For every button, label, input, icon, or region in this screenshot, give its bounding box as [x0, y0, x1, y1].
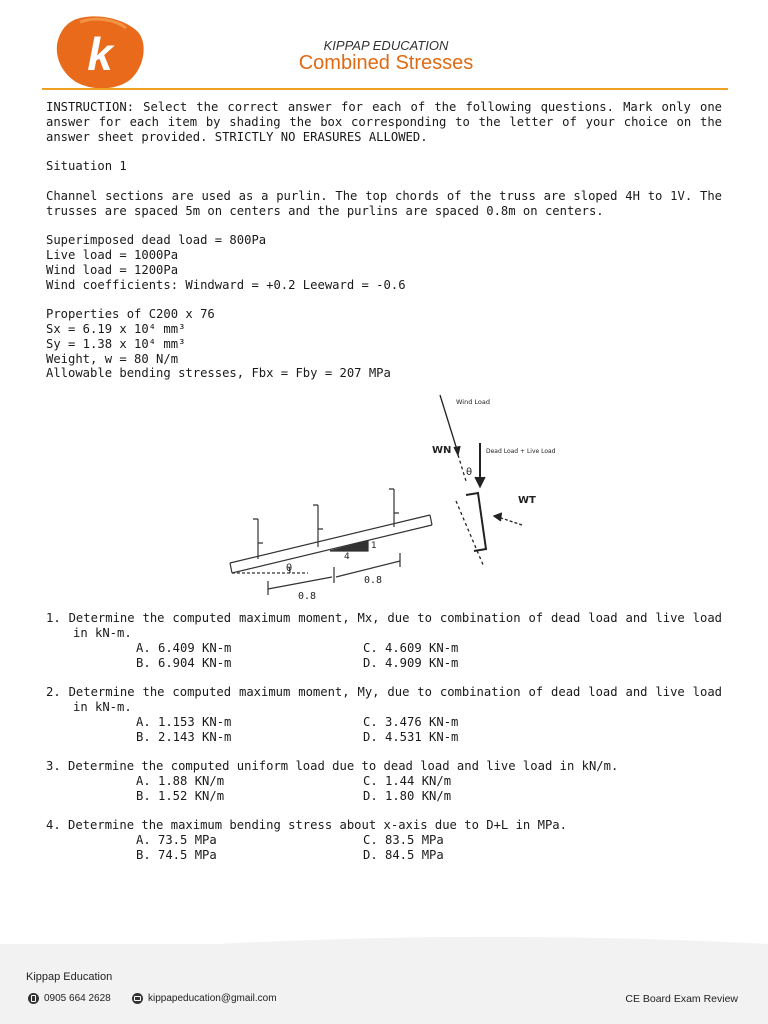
choice-d: D. 4.531 KN-m: [363, 729, 459, 744]
load-line: Superimposed dead load = 800Pa: [46, 233, 267, 248]
dead-live-label: Dead Load + Live Load: [486, 448, 556, 456]
header-divider: [42, 88, 728, 90]
spacing-label-2: 0.8: [364, 575, 383, 587]
choice-a: A. 1.153 KN-m: [136, 714, 232, 729]
purlin-diagram: [46, 391, 722, 603]
situation-heading: Situation 1: [46, 159, 127, 174]
choice-a: A. 73.5 MPa: [136, 833, 217, 848]
situation-description: Channel sections are used as a purlin. The top chords of the truss are sloped 4H to 1V. The trusses are spaced 5m on centers and the purlins are spaced 0.8m on centers.: [46, 188, 730, 218]
wt-label: WT: [518, 495, 536, 507]
slope-triangle: [330, 541, 368, 551]
wind-arrowhead: [454, 446, 460, 455]
load-line: Wind load = 1200Pa: [46, 262, 179, 277]
choice-d: D. 1.80 KN/m: [363, 788, 452, 803]
choice-c: C. 4.609 KN-m: [363, 640, 459, 655]
footer-band: [0, 944, 768, 1024]
choice-c: C. 83.5 MPa: [363, 833, 444, 848]
choice-a: A. 6.409 KN-m: [136, 640, 232, 655]
spacing-label-1: 0.8: [298, 591, 317, 603]
dead-live-arrowhead: [475, 477, 485, 487]
footer-email: [132, 993, 277, 1004]
choice-d: D. 4.909 KN-m: [363, 655, 459, 670]
normal-component-arrow: [458, 455, 466, 481]
question-item: [46, 611, 730, 670]
choice-c: C. 3.476 KN-m: [363, 714, 459, 729]
choice-b: B. 74.5 MPa: [136, 847, 217, 862]
phone-icon: [28, 993, 39, 1004]
purlin-1: [253, 519, 263, 559]
choice-a: A. 1.88 KN/m: [136, 773, 225, 788]
property-line: Sx = 6.19 x 10⁴ mm³: [46, 321, 186, 336]
instruction-text: INSTRUCTION: Select the correct answer for each of the following questions. Mark only one answer for each item by shading the box corresponding to the letter of your choice on the answer sheet provided. STRICTLY NO ERASURES ALLOWED.: [46, 100, 730, 144]
email-address: kippapeducation@gmail.com: [148, 993, 277, 1004]
load-line: Live load = 1000Pa: [46, 247, 179, 262]
tangential-arrow: [498, 517, 522, 525]
wn-label: WN: [432, 445, 452, 457]
footer-phone: [28, 993, 111, 1004]
question-stem: 1. Determine the computed maximum moment, Mx, due to combination of dead load and live load in kN-m.: [46, 611, 730, 640]
choice-c: C. 1.44 KN/m: [363, 773, 452, 788]
kippap-logo: [54, 14, 146, 90]
email-icon: [132, 993, 143, 1004]
theta-label-right: θ: [466, 467, 473, 479]
purlin-3: [389, 489, 399, 527]
property-line: Allowable bending stresses, Fbx = Fby = 207 MPa: [46, 366, 391, 381]
property-line: Properties of C200 x 76: [46, 307, 215, 322]
slope-vertical-label: 1: [371, 541, 377, 552]
question-item: [46, 759, 722, 803]
question-item: [46, 818, 722, 862]
channel-section: [466, 493, 486, 551]
choice-b: B. 1.52 KN/m: [136, 788, 225, 803]
organization-name: KIPPAP EDUCATION: [323, 38, 449, 53]
page-title: Combined Stresses: [298, 52, 474, 74]
question-item: [46, 685, 730, 744]
question-stem: 3. Determine the computed uniform load due to dead load and live load in kN/m.: [46, 759, 619, 774]
question-stem: 4. Determine the maximum bending stress about x-axis due to D+L in MPa.: [46, 818, 567, 833]
footer-tagline: CE Board Exam Review: [625, 993, 738, 1005]
property-line: Weight, w = 80 N/m: [46, 351, 179, 366]
slope-horizontal-label: 4: [344, 552, 350, 563]
theta-label: θ: [286, 563, 293, 575]
choice-d: D. 84.5 MPa: [363, 847, 444, 862]
property-line: Sy = 1.38 x 10⁴ mm³: [46, 336, 186, 351]
wind-load-label: Wind Load: [456, 398, 490, 407]
purlin-figure: [46, 391, 722, 603]
document-body: [46, 100, 730, 863]
dimension-line-1: [268, 577, 332, 589]
phone-number: 0905 664 2628: [44, 993, 111, 1004]
choice-b: B. 2.143 KN-m: [136, 729, 232, 744]
logo-letter: k: [87, 28, 113, 80]
footer-organization: Kippap Education: [26, 971, 113, 983]
top-chord-lower: [232, 525, 432, 573]
load-line: Wind coefficients: Windward = +0.2 Leeward = -0.6: [46, 277, 406, 292]
question-stem: 2. Determine the computed maximum moment, My, due to combination of dead load and live load in kN-m.: [46, 685, 730, 714]
choice-b: B. 6.904 KN-m: [136, 655, 232, 670]
